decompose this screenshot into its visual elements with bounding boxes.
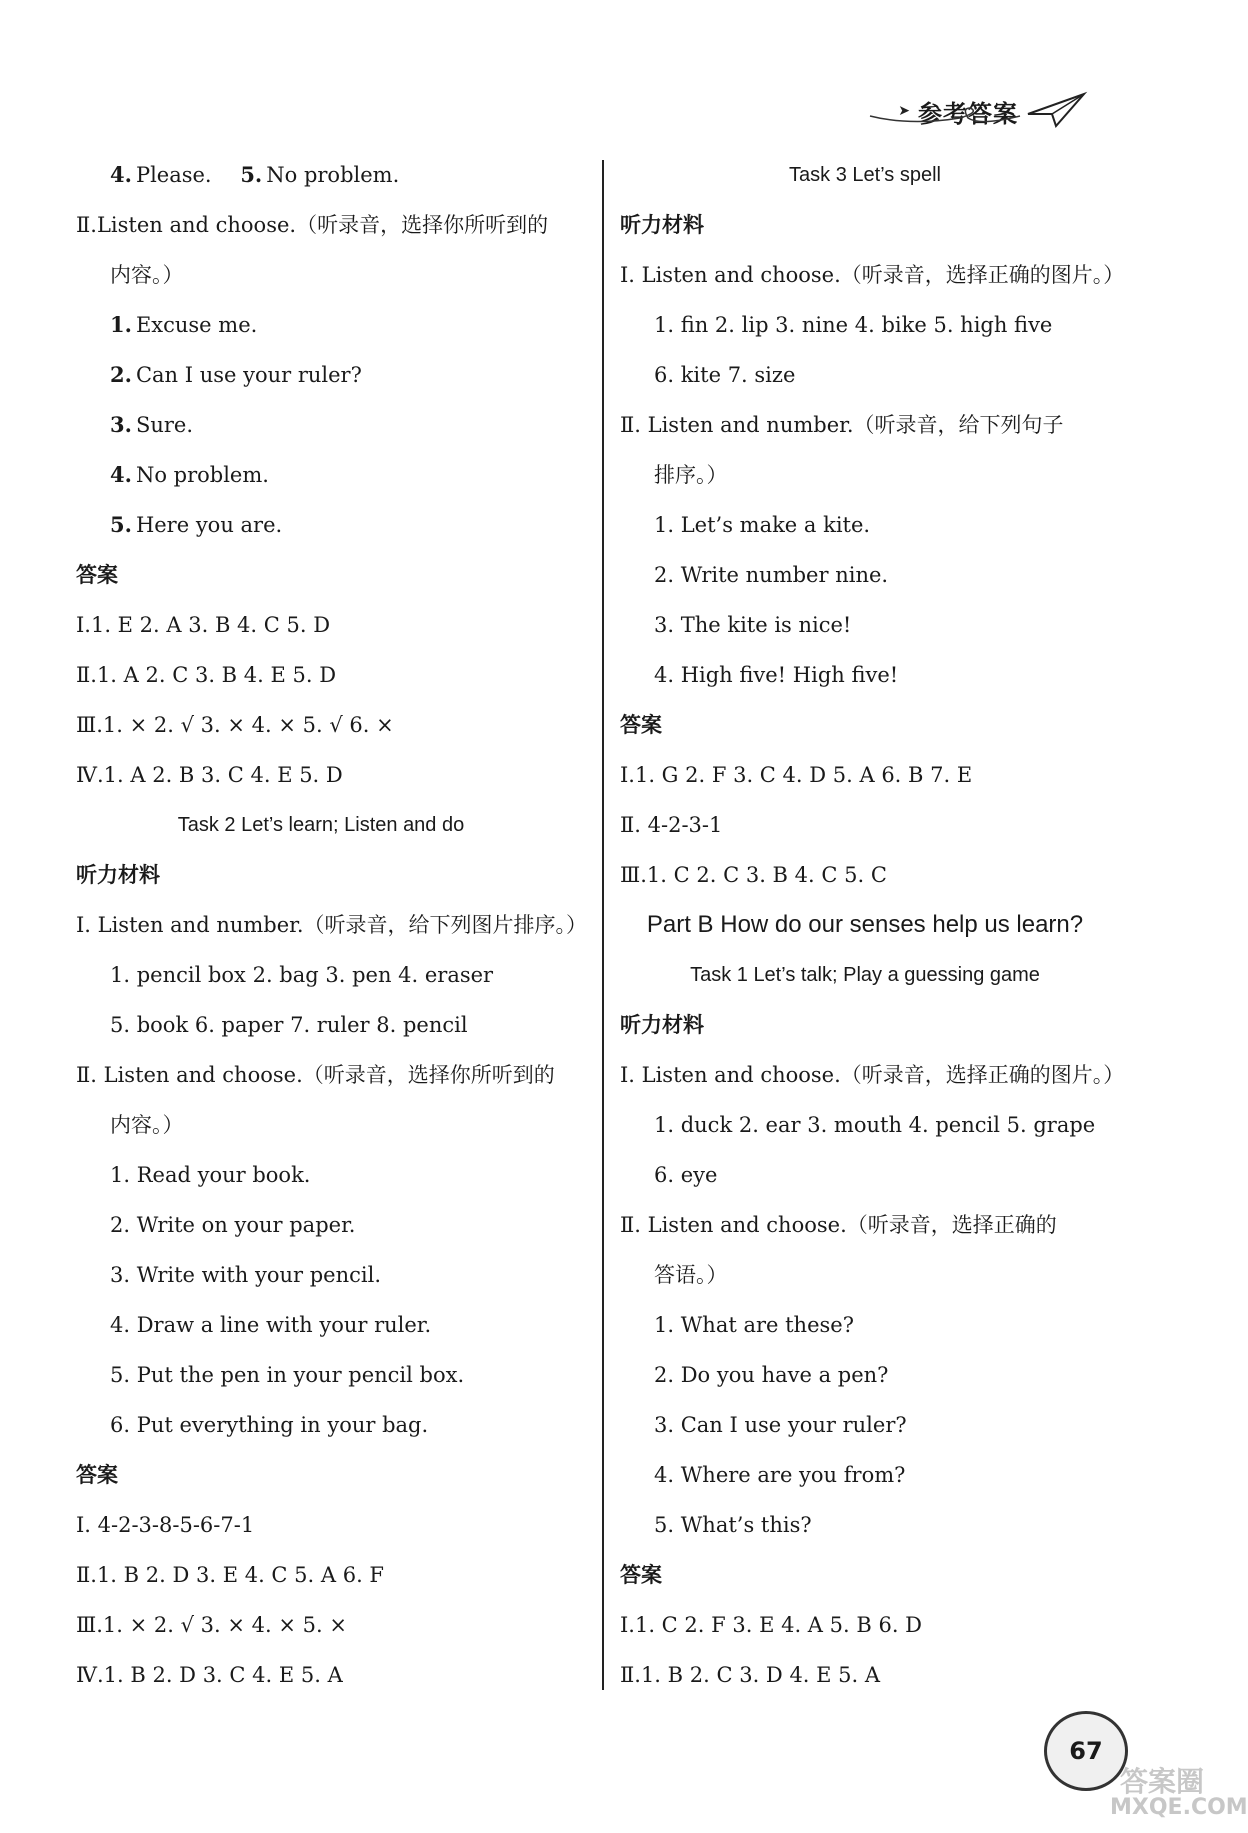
listening-heading: 听力材料 xyxy=(620,1013,704,1037)
section-heading-cont: 答语。） xyxy=(654,1263,728,1287)
word-row: 1. pencil box 2. bag 3. pen 4. eraser xyxy=(110,963,494,987)
paper-plane-icon xyxy=(1026,92,1086,130)
answer-row: Ⅳ.1. B 2. D 3. C 4. E 5. A xyxy=(76,1663,343,1687)
list-item: 4. Draw a line with your ruler. xyxy=(110,1313,432,1337)
column-divider xyxy=(602,160,604,1690)
answers-heading: 答案 xyxy=(76,563,118,587)
list-item: 4. High five! High five! xyxy=(654,663,899,687)
word-row: 1. fin 2. lip 3. nine 4. bike 5. high five xyxy=(654,313,1053,337)
section-heading: Ⅰ. Listen and choose.（听录音，选择正确的图片。） xyxy=(620,1063,1125,1087)
list-item: 4. Please. 5. No problem. xyxy=(110,162,400,187)
page-number: 67 xyxy=(1044,1711,1128,1791)
task-title: Task 1 Let’s talk; Play a guessing game xyxy=(690,964,1040,986)
word-row: 5. book 6. paper 7. ruler 8. pencil xyxy=(110,1013,468,1037)
word-row: 6. eye xyxy=(654,1163,718,1187)
section-heading-cont: 排序。） xyxy=(654,463,728,487)
section-heading-cont: 内容。） xyxy=(110,1113,184,1137)
section-heading: Ⅱ. Listen and choose.（听录音，选择你所听到的 xyxy=(76,1063,555,1087)
answers-heading: 答案 xyxy=(620,713,662,737)
list-item: 4. No problem. xyxy=(110,462,269,487)
header-title: 参考答案 xyxy=(918,99,1018,128)
list-item: 4. Where are you from? xyxy=(654,1463,906,1487)
header-swoosh xyxy=(870,104,1020,126)
answer-row: Ⅱ.1. B 2. C 3. D 4. E 5. A xyxy=(620,1663,881,1687)
answer-row: Ⅳ.1. A 2. B 3. C 4. E 5. D xyxy=(76,763,343,787)
section-heading: Ⅰ. Listen and number.（听录音，给下列图片排序。） xyxy=(76,913,588,937)
section-heading: Ⅱ. Listen and choose.（听录音，选择正确的 xyxy=(620,1213,1057,1237)
list-item: 1. What are these? xyxy=(654,1313,854,1337)
task-title: Task 2 Let’s learn; Listen and do xyxy=(177,814,465,836)
list-item: 2. Do you have a pen? xyxy=(654,1363,889,1387)
section-heading: Ⅱ.Listen and choose.（听录音，选择你所听到的 xyxy=(76,213,549,237)
list-item: 6. Put everything in your bag. xyxy=(110,1413,429,1437)
answers-heading: 答案 xyxy=(620,1563,662,1587)
listening-heading: 听力材料 xyxy=(76,863,160,887)
list-item: 5. Put the pen in your pencil box. xyxy=(110,1363,465,1387)
answer-row: Ⅱ.1. B 2. D 3. E 4. C 5. A 6. F xyxy=(76,1563,384,1587)
answer-row: Ⅰ.1. G 2. F 3. C 4. D 5. A 6. B 7. E xyxy=(620,763,973,787)
watermark-url: MXQE.COM xyxy=(1110,1795,1248,1820)
list-item: 5. Here you are. xyxy=(110,512,283,537)
list-item: 2. Can I use your ruler? xyxy=(110,362,362,387)
section-heading: Ⅰ. Listen and choose.（听录音，选择正确的图片。） xyxy=(620,263,1125,287)
list-item: 3. Write with your pencil. xyxy=(110,1263,381,1287)
answer-row: Ⅰ.1. E 2. A 3. B 4. C 5. D xyxy=(76,613,331,637)
answer-row: Ⅰ.1. C 2. F 3. E 4. A 5. B 6. D xyxy=(620,1613,923,1637)
word-row: 6. kite 7. size xyxy=(654,363,796,387)
list-item: 1. Excuse me. xyxy=(110,312,258,337)
left-column xyxy=(76,150,588,1700)
word-row: 1. duck 2. ear 3. mouth 4. pencil 5. grape xyxy=(654,1113,1096,1137)
answer-row: Ⅲ.1. × 2. √ 3. × 4. × 5. √ 6. × xyxy=(76,713,394,737)
page-number-badge xyxy=(1040,1710,1132,1792)
list-item: 3. Can I use your ruler? xyxy=(654,1413,907,1437)
answers-heading: 答案 xyxy=(76,1463,118,1487)
right-column xyxy=(620,150,1125,1700)
section-heading-cont: 内容。） xyxy=(110,263,184,287)
list-item: 1. Read your book. xyxy=(110,1163,311,1187)
answer-row: Ⅰ. 4-2-3-8-5-6-7-1 xyxy=(76,1513,255,1537)
list-item: 3. The kite is nice! xyxy=(654,613,852,637)
list-item: 2. Write on your paper. xyxy=(110,1213,356,1237)
listening-heading: 听力材料 xyxy=(620,213,704,237)
answer-row: Ⅲ.1. C 2. C 3. B 4. C 5. C xyxy=(620,863,887,887)
list-item: 3. Sure. xyxy=(110,412,193,437)
answer-row: Ⅱ. 4-2-3-1 xyxy=(620,813,723,837)
part-title: Part B How do our senses help us learn? xyxy=(646,911,1084,938)
list-item: 2. Write number nine. xyxy=(654,563,889,587)
triangle-right-icon: ➤ xyxy=(898,103,910,119)
answer-row: Ⅱ.1. A 2. C 3. B 4. E 5. D xyxy=(76,663,337,687)
watermark: 答案圈 xyxy=(1120,1765,1205,1798)
section-heading: Ⅱ. Listen and number.（听录音，给下列句子 xyxy=(620,413,1064,437)
list-item: 1. Let’s make a kite. xyxy=(654,513,871,537)
answer-row: Ⅲ.1. × 2. √ 3. × 4. × 5. × xyxy=(76,1613,347,1637)
task-title: Task 3 Let’s spell xyxy=(789,164,941,186)
list-item: 5. What’s this? xyxy=(654,1513,812,1537)
